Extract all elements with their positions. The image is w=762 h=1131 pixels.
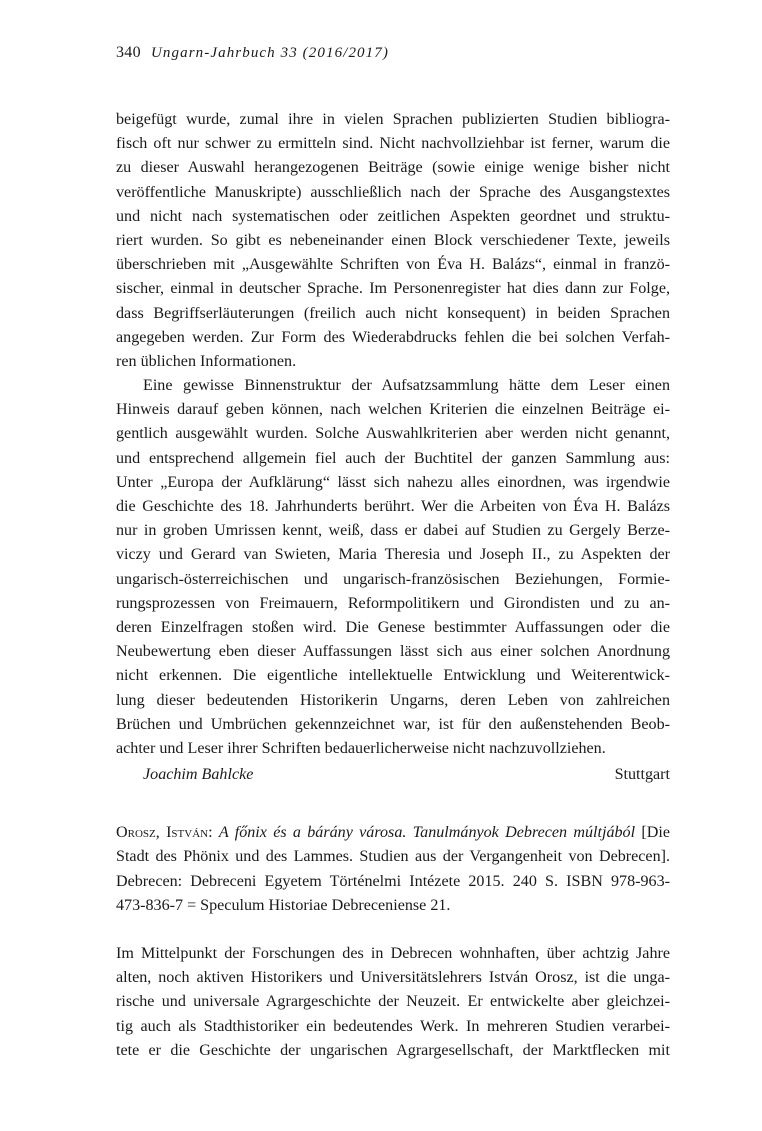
- reviewer-name: Joachim Bahlcke: [143, 766, 254, 784]
- text-line: ren üblichen Informationen.: [116, 352, 297, 370]
- text-line: angegeben werden. Zur Form des Wiederabdrucks fehlen die bei solchen Verfah-: [116, 328, 670, 346]
- text-line: rungsprozessen von Freimauern, Reformpolitikern und Girondisten und zu an-: [116, 594, 670, 612]
- text-line: Unter „Europa der Aufklärung“ lässt sich nahezu alles einordnen, was irgendwie: [116, 473, 670, 491]
- text-line: sischer, einmal in deutscher Sprache. Im Personenregister hat dies dann zur Folge,: [116, 280, 670, 298]
- journal-title: Ungarn-Jahrbuch 33 (2016/2017): [150, 45, 389, 61]
- text-line: Neubewertung eben dieser Auffassungen lässt sich aus einer solchen Anordnung: [116, 643, 670, 661]
- text-line: rische und universale Agrargeschichte der Neuzeit. Er entwickelte aber gleichzei-: [116, 993, 670, 1011]
- section-gap: [116, 918, 670, 942]
- text-line: gentlich ausgewählt wurden. Solche Auswahlkriterien aber werden nicht genannt,: [116, 425, 670, 443]
- text-line: tete er die Geschichte der ungarischen Agrargesellschaft, der Marktflecken mit: [116, 1041, 670, 1059]
- page-number: 340: [116, 44, 141, 61]
- reviewer-signature: [116, 763, 670, 787]
- review1-paragraph-2: [116, 374, 670, 761]
- text-line: nur in groben Umrissen kennt, weiß, dass er dabei auf Studien zu Gergely Berze-: [116, 522, 670, 540]
- text-line: Hinweis darauf geben können, nach welchen Kriterien die einzelnen Beiträge ei-: [116, 401, 670, 419]
- reviewer-place: Stuttgart: [614, 766, 670, 784]
- review2-paragraph-1: [116, 942, 670, 1063]
- text-line: veröffentliche Manuskripte) ausschließlich nach der Sprache des Ausgangstextes: [116, 183, 670, 201]
- text-line: alten, noch aktiven Historikers und Universitätslehrers István Orosz, ist die unga-: [116, 969, 670, 987]
- text-line: ungarisch-österreichischen und ungarisch-französischen Beziehungen, Formie-: [116, 570, 670, 588]
- text-line: beigefügt wurde, zumal ihre in vielen Sprachen publizierten Studien bibliogra-: [116, 111, 670, 128]
- text-line: nicht erkennen. Die eigentliche intellektuelle Entwicklung und Weiterentwick-: [116, 667, 670, 685]
- text-line: zu dieser Auswahl herangezogenen Beiträge (sowie einige wenige bisher nicht: [116, 159, 670, 177]
- text-line: viczy und Gerard van Swieten, Maria Theresia und Joseph II., zu Aspekten der: [116, 546, 670, 564]
- citation-line: Stadt des Phönix und des Lammes. Studien aus der Vergangenheit von Debrecen].: [116, 848, 670, 866]
- citation-title: A főnix és a bárány városa. Tanulmányok Debrecen múltjából: [218, 824, 636, 842]
- text-line: überschrieben mit „Ausgewählte Schriften von Éva H. Balázs“, einmal in franzö-: [116, 256, 670, 274]
- text-line: deren Einzelfragen stoßen wird. Die Genese bestimmter Auffassungen oder die: [116, 618, 670, 636]
- text-line: und nicht nach systematischen oder zeitlichen Aspekten geordnet und struktu-: [116, 207, 670, 225]
- text-line: lung dieser bedeutenden Historikerin Ungarns, deren Leben von zahlreichen: [116, 691, 670, 709]
- text-line: fisch oft nur schwer zu ermitteln sind. Nicht nachvollziehbar ist ferner, warum die: [116, 135, 670, 153]
- text-line: und entsprechend allgemein fiel auch der Buchtitel der ganzen Sammlung aus:: [116, 449, 670, 467]
- page-body: [116, 108, 670, 1063]
- text-line: dass Begriffserläuterungen (freilich auch nicht konsequent) in beiden Sprachen: [116, 304, 670, 322]
- text-line: Im Mittelpunkt der Forschungen des in Debrecen wohnhaften, über achtzig Jahre: [116, 945, 670, 962]
- text-line: Eine gewisse Binnenstruktur der Aufsatzsammlung hätte dem Leser einen: [143, 377, 670, 395]
- section-gap: [116, 787, 670, 821]
- citation-author: Orosz, István:: [116, 824, 213, 842]
- text-line: achter und Leser ihrer Schriften bedauerlicherweise nicht nachzuvollziehen.: [116, 739, 606, 757]
- text-line: tig auch als Stadthistoriker ein bedeutendes Werk. In mehreren Studien verarbei-: [116, 1017, 670, 1035]
- running-header: [116, 44, 389, 62]
- citation-line: 473-836-7 = Speculum Historiae Debreceniense 21.: [116, 896, 451, 914]
- text-line: Brüchen und Umbrüchen gekennzeichnet war, ist für den außenstehenden Beob-: [116, 715, 670, 733]
- text-line: die Geschichte des 18. Jahrhunderts berührt. Wer die Arbeiten von Éva H. Balázs: [116, 498, 670, 515]
- citation-line: [116, 821, 670, 845]
- review2-citation: [116, 821, 670, 918]
- review1-paragraph-1: [116, 108, 670, 374]
- citation-translation-start: [Die: [641, 824, 671, 842]
- citation-line: Debrecen: Debreceni Egyetem Történelmi Intézete 2015. 240 S. ISBN 978-963-: [116, 872, 670, 890]
- text-line: riert wurden. So gibt es nebeneinander einen Block verschiedener Texte, jeweils: [116, 231, 670, 249]
